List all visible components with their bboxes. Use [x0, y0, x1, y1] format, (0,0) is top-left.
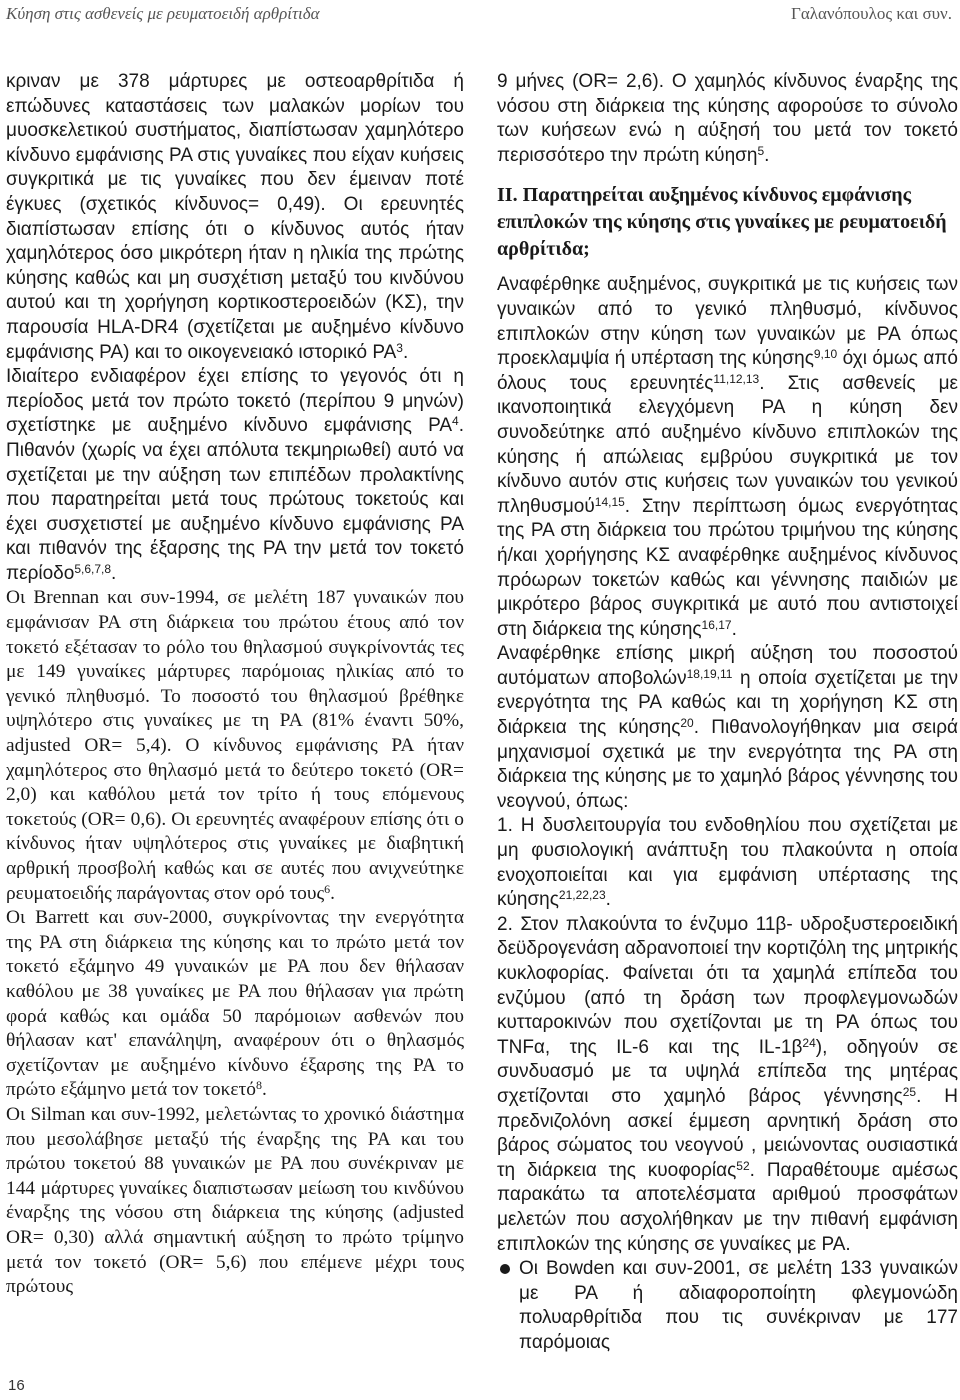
running-authors: Γαλανόπουλος και συν. [791, 4, 952, 23]
bullet-item: Οι Bowden και συν-2001, σε μελέτη 133 γυναικών με ΡΑ ή αδιαφοροποίητη φλεγμονώδη πολυαρθρίτιδα που τις συνέκριναν με 177 παρόμοιας [497, 1257, 958, 1355]
paragraph: Οι Brennan και συν-1994, σε μελέτη 187 γυναικών που εμφάνισαν ΡΑ στη διάρκεια του πρώτου έτους από τον τοκετό εξέτασαν το ρόλο του θηλασμού συγκρίνοντάς τες με 149 γυναίκες μάρτυρες παρόμοιας ηλικίας από το γενικό πληθυσμό. Το ποσοστό του θηλασμού βρέθηκε υψηλότερο στις γυναίκες με τη ΡΑ (81% έναντι 50%, adjusted OR= 5,4). Ο κίνδυνος εμφάνισης ΡΑ ήταν χαμηλότερος στο θηλασμό μετά το δεύτερο τοκετό (OR= 2,0) και καθόλου μετά τον τρίτο ή τους επόμενους τοκετούς (OR= 0,6). Οι ερευνητές αναφέρουν επίσης ότι ο κίνδυνος ήταν υψηλότερος στις γυναίκες με διαβητική αρθρική προσβολή καθώς και σε αυτές που ανιχνεύτηκε ρευματοειδής παράγοντας στον ορό τους$^6$. [6, 587, 464, 904]
paragraph: Αναφέρθηκε επίσης μικρή αύξηση του ποσοστού αυτόματων αποβολών$^{18,19,11}$ η οποία σχετίζεται με την ενεργότητα της ΡΑ καθώς και τη χορήγηση ΚΣ στη διάρκεια της κύησης$^{20}$. Πιθανολογήθηκαν μια σειρά μηχανισμοί σχετικά με την ενεργότητα της ΡΑ στη διάρκεια της κύησης με το χαμηλό βάρος γέννησης του νεογνού, όπως: [497, 643, 958, 812]
reference-marker: 3 [396, 340, 403, 355]
numbered-item: 1. Η δυσλειτουργία του ενδοθηλίου που σχετίζεται με μη φυσιολογική ανάπτυξη του πλακούντα η οποία ενοχοποιείται και για εμφάνιση υπέρτασης της κύησης$^{21,22,23}$. [497, 815, 958, 911]
reference-marker: 18,19,11 [686, 666, 733, 681]
reference-marker: 8 [255, 1078, 262, 1093]
reference-marker: 5,6,7,8 [74, 561, 112, 576]
reference-marker: 24 [802, 1035, 816, 1050]
reference-marker: 11,12,13 [713, 371, 760, 386]
reference-marker: 4 [452, 414, 459, 429]
reference-marker: 5 [757, 143, 765, 158]
reference-marker: 52 [736, 1158, 750, 1173]
paragraph: κριναν με 378 μάρτυρες με οστεοαρθρίτιδα ή επώδυνες καταστάσεις των μαλακών μορίων του μυοσκελετικού συστήματος, διαπίστωσαν χαμηλότερο κίνδυνο εμφάνισης ΡΑ στις γυναίκες που είχαν κυήσεις συγκριτικά με τις γυναίκες που δεν έμειναν ποτέ έγκυες (σχετικός κίνδυνος= 0,49). Οι ερευνητές διαπίστωσαν επίσης ότι ο κίνδυνος αυτός ήταν χαμηλότερος όσο μικρότερη ήταν η ηλικία της πρώτης κύησης καθώς και μη συσχέτιση μεταξύ του κινδύνου αυτού και τη χορήγηση κορτικοστεροειδών (ΚΣ), την παρουσία HLA-DR4 (σχετίζεται με αυξημένο κίνδυνο εμφάνισης ΡΑ) και το οικογενειακό ιστορικό $PA^3$. [6, 71, 464, 363]
paragraph: Οι Silman και συν-1992, μελετώντας το χρονικό διάστημα που μεσολάβησε μεταξύ τής έναρξης της ΡΑ και του πρώτου τοκετού 88 γυναικών με ΡΑ που συνέκριναν με 144 μάρτυρες γυναίκες διαπιστωσαν μείωση του κινδύνου έναρξης της νόσου στη διάρκεια της κύησης (adjusted OR= 0,30) αλλά σημαντική αύξηση το πρώτο τρίμηνο μετά τον τοκετό (OR= 5,6) που επέμενε μέχρι τους πρώτους [6, 1103, 464, 1298]
section-heading: ΙΙ. Παρατηρείται αυξημένος κίνδυνος εμφάνισης επιπλοκών της κύησης στις γυναίκες με ρευματοειδή αρθρίτιδα; [497, 184, 947, 261]
running-title: Κύηση στις ασθενείς με ρευματοειδή αρθρίτιδα [6, 4, 320, 23]
running-header [6, 4, 952, 28]
reference-marker: 9,10 [813, 347, 838, 362]
paragraph: 9 μήνες (OR= 2,6). Ο χαμηλός κίνδυνος έναρξης της νόσου στη διάρκεια της κύησης αφορούσε το σύνολο των κυήσεων ενώ η αύξησή του μετά τον τοκετό περισσότερο την πρώτη κύηση$^5$. [497, 71, 958, 166]
paragraph: Αναφέρθηκε αυξημένος, συγκριτικά με τις κυήσεις των γυναικών από το γενικό πληθυσμό, κίνδυνος επιπλοκών στην κύηση των γυναικών με ΡΑ όπως προεκλαμψία ή υπέρταση της κύησης$^{9,10}$ όχι όμως από όλους τους ερευνητές$^{11,12,13}$. Στις ασθενείς με ικανοποιητικά ελεγχόμενη ΡΑ η κύηση δεν συνοδεύτηκε από αυξημένο κίνδυνο επιπλοκών της κύησης ή απώλειας εμβρύου συγκριτικά με τον κίνδυνο αυτόν στις κυήσεις των γυναικών του γενικού πληθυσμού$^{14,15}$. Στην περίπτωση όμως ενεργότητας της ΡΑ στη διάρκεια του πρώτου τριμήνου της κύησης ή/και χορήγησης ΚΣ αναφέρθηκε αυξημένος κίνδυνος πρόωρων τοκετών καθώς και γέννησης παιδιών με μικρότερο βάρος συγκριτικά με αυτό που αντιστοιχεί στη διάρκεια της κύησης$^{16,17}$. [497, 274, 959, 640]
reference-marker: 6 [324, 881, 331, 896]
bullet-icon [500, 1264, 510, 1274]
numbered-item: 2. Στον πλακούντα το ένζυμο 11β- υδροξυστεροειδική δεϋδρογενάση αδρανοποιεί την κορτιζόλη της μητρικής κυκλοφορίας. Φαίνεται ότι τα χαμηλά επίπεδα του ενζύμου (από τη δράση των προφλεγμονωδών κυτταροκινών που σχετίζονται με τη ΡΑ όπως του TNFα, της IL-6 και της $IL-1\beta^{24}$), οδηγούν σε συνδυασμό με τα υψηλά επίπεδα της μητέρας σχετίζονται στο χαμηλό βάρος γέννησης$^{25}$. Η πρεδνιζολόνη ασκεί έμμεση αρνητική δράση στο βάρος σώματος του νεογνού , μειώνοντας ουσιαστικά τη διάρκεια της κυοφορίας$^{52}$. Παραθέτουμε αμέσως παρακάτω τα αποτελέσματα αριθμού προσφάτων μελετών που ασχολήθηκαν με την πιθανή εμφάνιση επιπλοκών της κύησης σε γυναίκες με ΡΑ. [497, 913, 959, 1255]
paragraph: Οι Barrett και συν-2000, συγκρίνοντας την ενεργότητα της ΡΑ στη διάρκεια της κύησης και το πρώτο μετά τον τοκετό εξάμηνο 49 γυναικών με ΡΑ που δεν θήλασαν καθόλου με 38 γυναίκες με ΡΑ που θήλασαν για πρώτη φορά καθώς και ομάδα 50 παρόμοιων ασθενών που θήλασαν κατ' επανάληψη, αναφέρουν ότι ο θηλασμός σχετίζονταν με αυξημένο κίνδυνο έξαρσης της ΡΑ το πρώτο εξάμηνο μετά τον τοκετό$^8$. [6, 907, 464, 1101]
reference-marker: 25 [902, 1084, 917, 1099]
reference-marker: 20 [680, 716, 694, 731]
paragraph: Ιδιαίτερο ενδιαφέρον έχει επίσης το γεγονός ότι η περίοδος μετά τον πρώτο τοκετό (περίπου 9 μηνών) σχετίστηκε με αυξημένο κίνδυνο εμφάνισης $PA^4$. Πιθανόν (χωρίς να έχει απόλυτα τεκμηριωθεί) αυτό να σχετίζεται με την αύξηση των επιπέδων προλακτίνης που παρατηρείται μετά τους πρώτους τοκετούς και έχει συσχετιστεί με αυξημένο κίνδυνο εμφάνισης ΡΑ και πιθανόν της έξαρσης της ΡΑ την μετά τον τοκετό περίοδο$^{5,6,7,8}$. [6, 366, 464, 584]
reference-marker: 21,22,23 [558, 888, 606, 903]
reference-marker: 14,15 [594, 494, 625, 509]
reference-marker: 16,17 [701, 617, 732, 632]
right-column [497, 70, 958, 1356]
page-number: 16 [8, 1377, 25, 1394]
left-column [6, 70, 464, 1300]
